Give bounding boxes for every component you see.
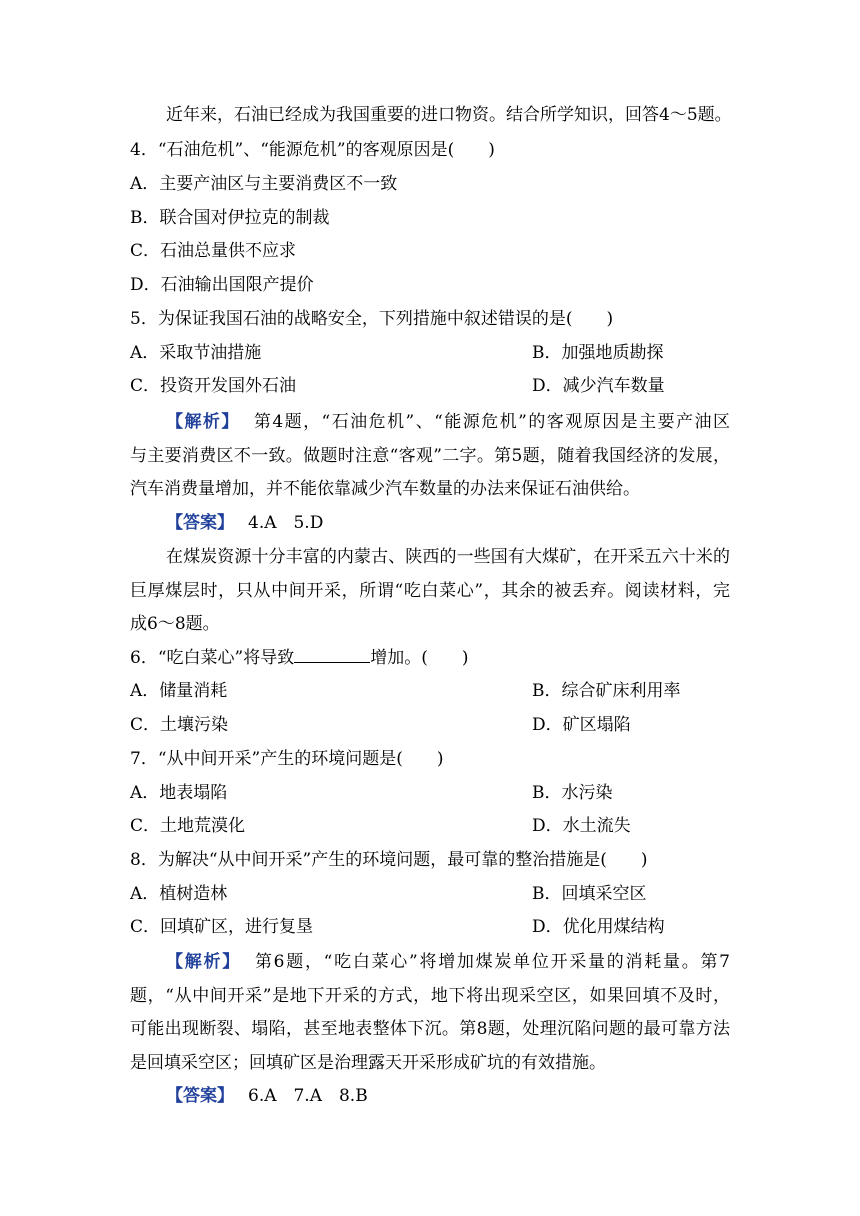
question-5-option-c: C．投资开发国外石油 [130,376,297,396]
question-8-row-2 [130,915,665,939]
analysis-2-line-4: 是回填采空区；回填矿区是治理露天开采形成矿坑的有效措施。 [130,1053,606,1073]
answer-2 [166,1084,368,1108]
question-6-option-c: C．土壤污染 [130,715,229,735]
answer-blank [294,648,370,663]
question-4-option-a: A．主要产油区与主要消费区不一致 [130,174,398,194]
question-5-row-2 [130,374,665,398]
passage-intro-2-line-3: 成6～8题。 [130,614,220,634]
analysis-2-line-1: 【解析】 第6题，“吃白菜心”将增加煤炭单位开采量的消耗量。第7 [166,952,731,972]
question-6-option-b: B．综合矿床利用率 [532,681,681,701]
passage-intro-1: 近年来，石油已经成为我国重要的进口物资。结合所学知识，回答4～5题。 [166,105,732,125]
question-8-stem: 8．为解决“从中间开采”产生的环境问题，最可靠的整治措施是( ) [130,850,648,870]
answer-tag: 【答案】 [166,1086,234,1106]
question-6-option-d: D．矿区塌陷 [532,715,631,735]
question-7-option-d: D．水土流失 [532,816,631,836]
question-8-option-a: A．植树造林 [130,884,228,904]
question-7-row-2 [130,814,631,838]
question-6-stem: 6．“吃白菜心”将导致 增加。( ) [130,648,469,668]
answer-1-text: 4.A 5.D [248,513,324,533]
question-7-stem: 7．“从中间开采”产生的环境问题是( ) [130,749,444,769]
question-7-row-1 [130,781,613,805]
question-5-row-1 [130,341,664,365]
question-7-option-a: A．地表塌陷 [130,783,228,803]
question-8-option-c: C．回填矿区，进行复垦 [130,917,314,937]
question-5-option-b: B．加强地质勘探 [532,343,664,363]
answer-1 [166,511,323,535]
question-4-option-c: C．石油总量供不应求 [130,241,297,261]
analysis-1-line-3: 汽车消费量增加，并不能依靠减少汽车数量的办法来保证石油供给。 [130,479,640,499]
analysis-1-line-1: 【解析】 第4题，“石油危机”、“能源危机”的客观原因是主要产油区 [166,412,730,432]
answer-2-text: 6.A 7.A 8.B [248,1086,368,1106]
question-7-option-b: B．水污染 [532,783,613,803]
analysis-1-line-2: 与主要消费区不一致。做题时注意“客观”二字。第5题，随着我国经济的发展， [130,446,730,466]
analysis-2-line-3: 可能出现断裂、塌陷，甚至地表整体下沉。第8题，处理沉陷问题的最可靠方法 [130,1019,730,1039]
question-8-row-1 [130,882,647,906]
question-4-stem: 4．“石油危机”、“能源危机”的客观原因是( ) [130,140,495,160]
question-6-row-1 [130,679,681,703]
question-6-row-2 [130,713,631,737]
passage-intro-2-line-2: 巨厚煤层时，只从中间开采，所谓“吃白菜心”，其余的被丢弃。阅读材料，完 [130,581,730,601]
question-5-option-a: A．采取节油措施 [130,343,262,363]
passage-intro-2-line-1: 在煤炭资源十分丰富的内蒙古、陕西的一些国有大煤矿，在开采五六十米的 [166,547,730,567]
answer-tag: 【答案】 [166,513,234,533]
question-7-option-c: C．土地荒漠化 [130,816,246,836]
analysis-tag: 【解析】 [166,412,240,432]
question-5-option-d: D．减少汽车数量 [532,376,665,396]
analysis-2-line-2: 题，“从中间开采”是地下开采的方式，地下将出现采空区，如果回填不及时， [130,986,730,1006]
question-8-option-b: B．回填采空区 [532,884,647,904]
question-4-option-d: D．石油输出国限产提价 [130,275,314,295]
question-4-option-b: B．联合国对伊拉克的制裁 [130,208,330,228]
analysis-tag: 【解析】 [166,952,241,972]
question-5-stem: 5．为保证我国石油的战略安全，下列措施中叙述错误的是( ) [130,309,614,329]
question-6-option-a: A．储量消耗 [130,681,228,701]
question-8-option-d: D．优化用煤结构 [532,917,665,937]
